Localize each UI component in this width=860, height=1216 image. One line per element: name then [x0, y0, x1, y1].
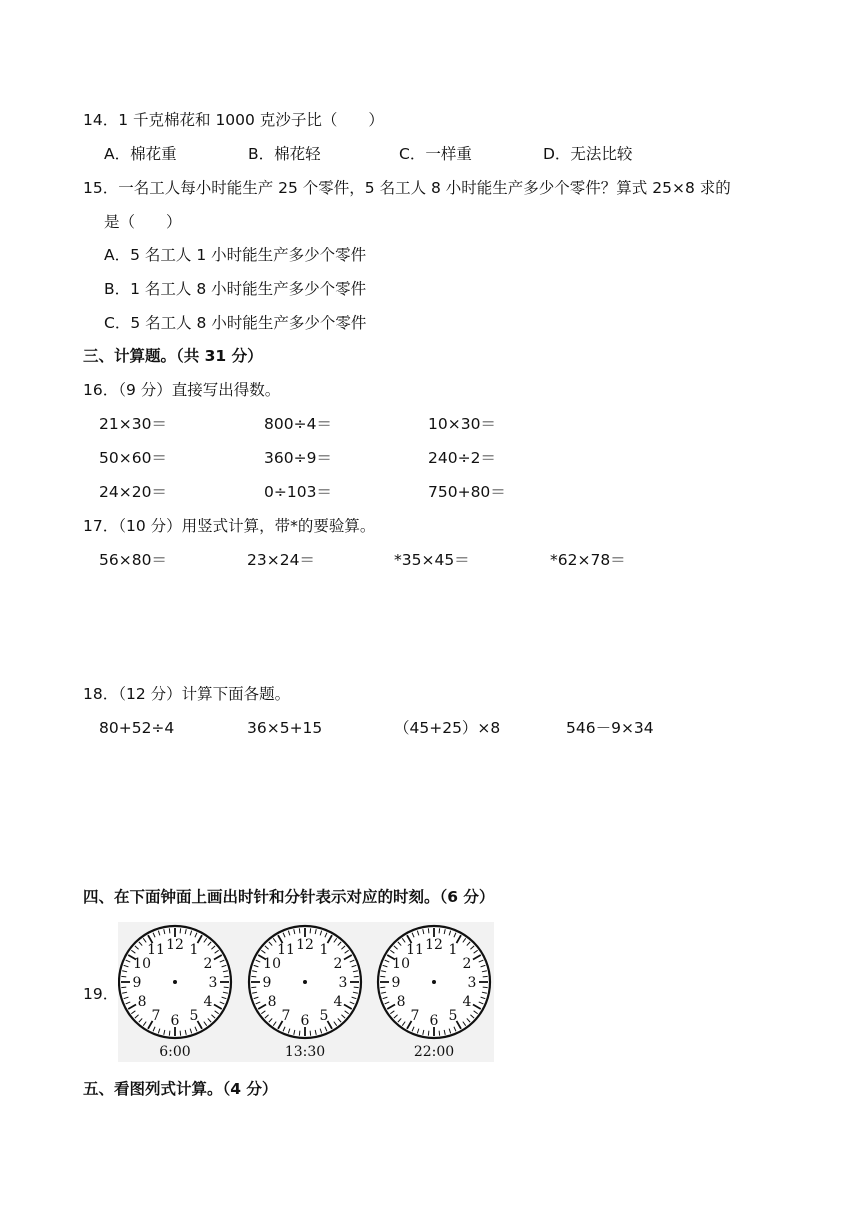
clock-numeral: 1	[319, 942, 329, 959]
q14-option-b: B．棉花轻	[248, 145, 321, 163]
clock-tick	[483, 976, 488, 977]
clock-numeral: 7	[410, 1007, 420, 1024]
q18-item: （45+25）×8	[394, 719, 501, 737]
clock-tick	[439, 1031, 440, 1036]
clock-center-dot	[432, 980, 436, 984]
clock-caption: 22:00	[413, 1044, 455, 1060]
clock-numeral: 9	[262, 975, 272, 991]
q15-option-a: A．5 名工人 1 小时能生产多少个零件	[104, 246, 367, 264]
clock-tick	[380, 976, 385, 977]
q16-item: 24×20＝	[99, 483, 167, 501]
q17-item: 56×80＝	[99, 551, 167, 569]
q17-item: 23×24＝	[247, 551, 315, 569]
clock-tick	[224, 987, 229, 988]
clock-numeral: 1	[189, 942, 199, 959]
clock-tick	[121, 987, 126, 988]
q16-item: 360÷9＝	[264, 449, 332, 467]
clock-tick	[354, 987, 359, 988]
section4-title: 四、在下面钟面上画出时针和分针表示对应的时刻。（6 分）	[83, 888, 495, 906]
clock-numeral: 4	[203, 994, 213, 1010]
q14-option-d: D．无法比较	[543, 145, 633, 163]
clock-numeral: 7	[281, 1007, 291, 1024]
clock-numeral: 12	[296, 937, 314, 953]
clock-numeral: 6	[300, 1013, 310, 1029]
clock-numeral: 7	[151, 1007, 161, 1024]
clock-numeral: 5	[319, 1007, 329, 1024]
clock-numeral: 10	[392, 956, 411, 972]
clock-caption: 13:30	[284, 1044, 326, 1060]
clock-numeral: 8	[396, 994, 406, 1010]
q18-item: 546－9×34	[566, 719, 654, 737]
clock-tick	[180, 1031, 181, 1036]
q18-item: 36×5+15	[247, 719, 323, 737]
clock-numeral: 8	[267, 994, 277, 1010]
q16-item: 240÷2＝	[428, 449, 496, 467]
q18-item: 80+52÷4	[99, 719, 175, 737]
clock-tick	[428, 1031, 429, 1036]
clock-numeral: 4	[333, 994, 343, 1010]
clock-numeral: 11	[147, 942, 165, 959]
clock-tick	[354, 976, 359, 977]
q15-option-b: B．1 名工人 8 小时能生产多少个零件	[104, 280, 367, 298]
clock-center-dot	[303, 980, 307, 984]
q16-item: 10×30＝	[428, 415, 496, 433]
q14-option-c: C．一样重	[399, 145, 472, 163]
q16-item: 0÷103＝	[264, 483, 332, 501]
clock-numeral: 12	[166, 937, 184, 953]
clock-numeral: 11	[277, 942, 295, 959]
clock-faces-panel	[118, 922, 494, 1062]
q19-label: 19．	[83, 985, 119, 1003]
q16-item: 800÷4＝	[264, 415, 332, 433]
clock-tick	[299, 1031, 300, 1036]
q16-item: 50×60＝	[99, 449, 167, 467]
clock-numeral: 11	[406, 942, 424, 959]
clock-tick	[224, 976, 229, 977]
clock-numeral: 4	[462, 994, 472, 1010]
clock-numeral: 3	[208, 975, 218, 991]
clock-numeral: 1	[448, 942, 458, 959]
clock-caption: 6:00	[159, 1044, 191, 1060]
clock-numeral: 2	[333, 956, 343, 972]
q17-stem: 17．（10 分）用竖式计算，带*的要验算。	[83, 517, 376, 535]
clock-tick	[310, 1031, 311, 1036]
clock-numeral: 6	[429, 1013, 439, 1029]
clock-tick	[483, 987, 488, 988]
q16-item: 21×30＝	[99, 415, 167, 433]
clock-numeral: 8	[137, 994, 147, 1010]
clock-tick	[380, 987, 385, 988]
q15-stem-line2: 是（ ）	[104, 213, 182, 231]
clock-numeral: 2	[203, 956, 213, 972]
clock-numeral: 5	[189, 1007, 199, 1024]
clock-numeral: 6	[170, 1013, 180, 1029]
clock-numeral: 10	[133, 956, 152, 972]
clock-numeral: 9	[391, 975, 401, 991]
clock-tick	[251, 987, 256, 988]
clock-tick	[251, 976, 256, 977]
clock-numeral: 2	[462, 956, 472, 972]
clock-numeral: 9	[132, 975, 142, 991]
q15-option-c: C．5 名工人 8 小时能生产多少个零件	[104, 314, 367, 332]
q15-stem-line1: 15．一名工人每小时能生产 25 个零件，5 名工人 8 小时能生产多少个零件？算式 25×8 求的	[83, 179, 731, 197]
clock-tick	[169, 1031, 170, 1036]
q16-stem: 16．（9 分）直接写出得数。	[83, 381, 281, 399]
q18-stem: 18．（12 分）计算下面各题。	[83, 685, 291, 703]
clock-numeral: 5	[448, 1007, 458, 1024]
clock-tick	[169, 928, 170, 933]
clock-center-dot	[173, 980, 177, 984]
clock-tick	[439, 928, 440, 933]
clock-numeral: 3	[467, 975, 477, 991]
clock-numeral: 10	[263, 956, 282, 972]
clock-tick	[428, 928, 429, 933]
q17-item: *62×78＝	[550, 551, 626, 569]
clock-tick	[180, 928, 181, 933]
clock-tick	[121, 976, 126, 977]
clock-faces-graphic	[118, 922, 494, 1062]
section5-title: 五、看图列式计算。（4 分）	[83, 1080, 278, 1098]
q14-option-a: A．棉花重	[104, 145, 177, 163]
q17-item: *35×45＝	[394, 551, 470, 569]
clock-tick	[310, 928, 311, 933]
clock-numeral: 12	[425, 937, 443, 953]
section3-title: 三、计算题。（共 31 分）	[83, 347, 263, 365]
clock-numeral: 3	[338, 975, 348, 991]
clock-tick	[299, 928, 300, 933]
q16-item: 750+80＝	[428, 483, 506, 501]
q14-stem: 14．1 千克棉花和 1000 克沙子比（ ）	[83, 111, 384, 129]
